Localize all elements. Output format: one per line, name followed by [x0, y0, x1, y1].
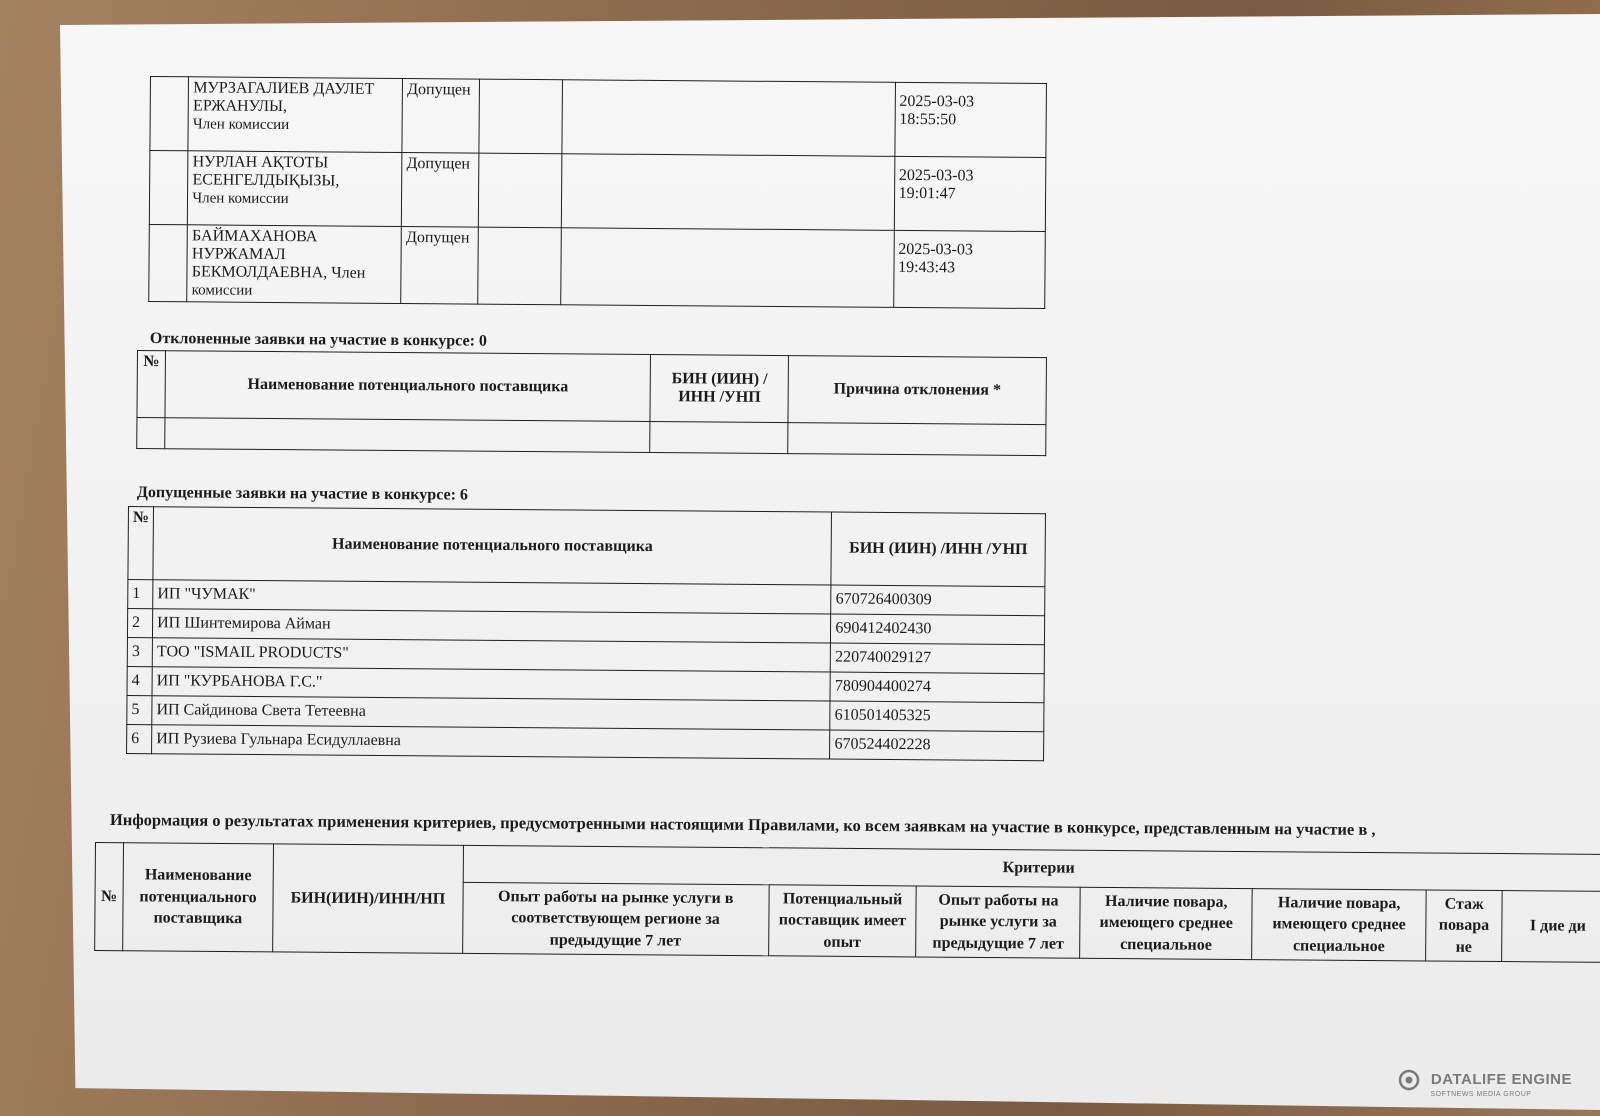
col-supplier-name: Наименование потенциального поставщика	[153, 507, 832, 585]
datetime-cell: 2025-03-03 18:55:50	[895, 82, 1047, 157]
table-row	[149, 224, 1046, 308]
supplier-name: ИП Рузиева Гульнара Есидуллаевна	[152, 725, 830, 759]
criteria-col: Наличие повара, имеющего среднее специальное	[1252, 889, 1426, 961]
datalife-logo-icon	[1398, 1069, 1420, 1091]
col-bin: БИН (ИИН) /ИНН /УНП	[650, 355, 788, 423]
watermark-title: DATALIFE ENGINE	[1430, 1071, 1572, 1089]
row-number: 6	[127, 724, 152, 753]
watermark-subtitle: SOFTNEWS MEDIA GROUP	[1430, 1091, 1532, 1098]
col-reject-reason: Причина отклонения *	[788, 356, 1046, 425]
table-row	[150, 77, 1047, 158]
member-name-cell: НУРЛАН АҚТОТЫ ЕСЕНГЕЛДЫҚЫЗЫ, Член комиссии	[188, 151, 402, 227]
rejected-table	[136, 350, 1047, 456]
admitted-table	[126, 506, 1046, 761]
status-cell: Допущен	[402, 152, 479, 227]
supplier-name: ИП Сайдинова Света Тетеевна	[152, 696, 830, 730]
datetime-cell: 2025-03-03 19:01:47	[894, 156, 1046, 231]
table-row	[137, 418, 1046, 456]
col-no: №	[95, 843, 124, 951]
supplier-name: ИП Шинтемирова Айман	[153, 609, 831, 643]
table-row	[149, 151, 1046, 232]
status-cell: Допущен	[401, 226, 478, 304]
criteria-col: Опыт работы на рынке услуги в соответствующем регионе за предыдущие 7 лет	[462, 882, 768, 955]
supplier-bin: 780904400274	[830, 672, 1044, 703]
col-supplier-name: Наименование потенциального поставщика	[123, 843, 274, 952]
member-name-cell: БАЙМАХАНОВА НУРЖАМАЛ БЕКМОЛДАЕВНА, Член комиссии	[187, 225, 402, 304]
col-bin: БИН(ИИН)/ИНН/НП	[273, 844, 464, 953]
watermark	[1398, 1069, 1572, 1098]
col-supplier-name: Наименование потенциального поставщика	[165, 351, 651, 422]
supplier-bin: 220740029127	[831, 643, 1045, 674]
criteria-heading: Информация о результатах применения критериев, предусмотренными настоящими Правилами, ко всем заявкам на участие в конкурсе, представленным на участие в ,	[109, 810, 1376, 839]
supplier-name: ТОО "ISMAIL PRODUCTS"	[152, 638, 830, 672]
col-bin: БИН (ИИН) /ИНН /УНП	[831, 512, 1045, 587]
criteria-col: Наличие повара, имеющего среднее специальное	[1080, 887, 1252, 959]
supplier-bin: 610501405325	[830, 701, 1044, 732]
row-number: 3	[127, 637, 152, 666]
criteria-group-header: Критерии	[463, 845, 1600, 891]
supplier-name: ИП "ЧУМАК"	[153, 580, 831, 614]
datetime-cell: 2025-03-03 19:43:43	[893, 230, 1045, 308]
criteria-col: I дие ди	[1502, 891, 1600, 963]
rejected-heading: Отклоненные заявки на участие в конкурсе: 0	[149, 330, 488, 350]
supplier-bin: 670524402228	[830, 730, 1044, 761]
commission-approvals-table	[148, 76, 1047, 309]
criteria-table	[94, 842, 1600, 963]
member-name-cell: МУРЗАГАЛИЕВ ДАУЛЕТ ЕРЖАНУЛЫ, Член комиссии	[188, 77, 402, 153]
admitted-heading: Допущенные заявки на участие в конкурсе: 6	[136, 484, 469, 504]
criteria-col: Стаж повара не	[1426, 890, 1503, 962]
row-number: 2	[127, 609, 152, 638]
supplier-name: ИП "КУРБАНОВА Г.С."	[152, 667, 830, 701]
supplier-bin: 690412402430	[831, 614, 1045, 645]
criteria-col: Опыт работы на рынке услуги за предыдущие 7 лет	[916, 886, 1080, 958]
status-cell: Допущен	[402, 78, 479, 153]
criteria-col: Потенциальный поставщик имеет опыт	[768, 885, 917, 957]
col-no: №	[128, 507, 154, 580]
row-number: 1	[128, 580, 153, 609]
supplier-bin: 670726400309	[831, 585, 1045, 616]
row-number: 4	[127, 666, 152, 695]
row-number: 5	[127, 695, 152, 724]
col-no: №	[137, 351, 166, 418]
